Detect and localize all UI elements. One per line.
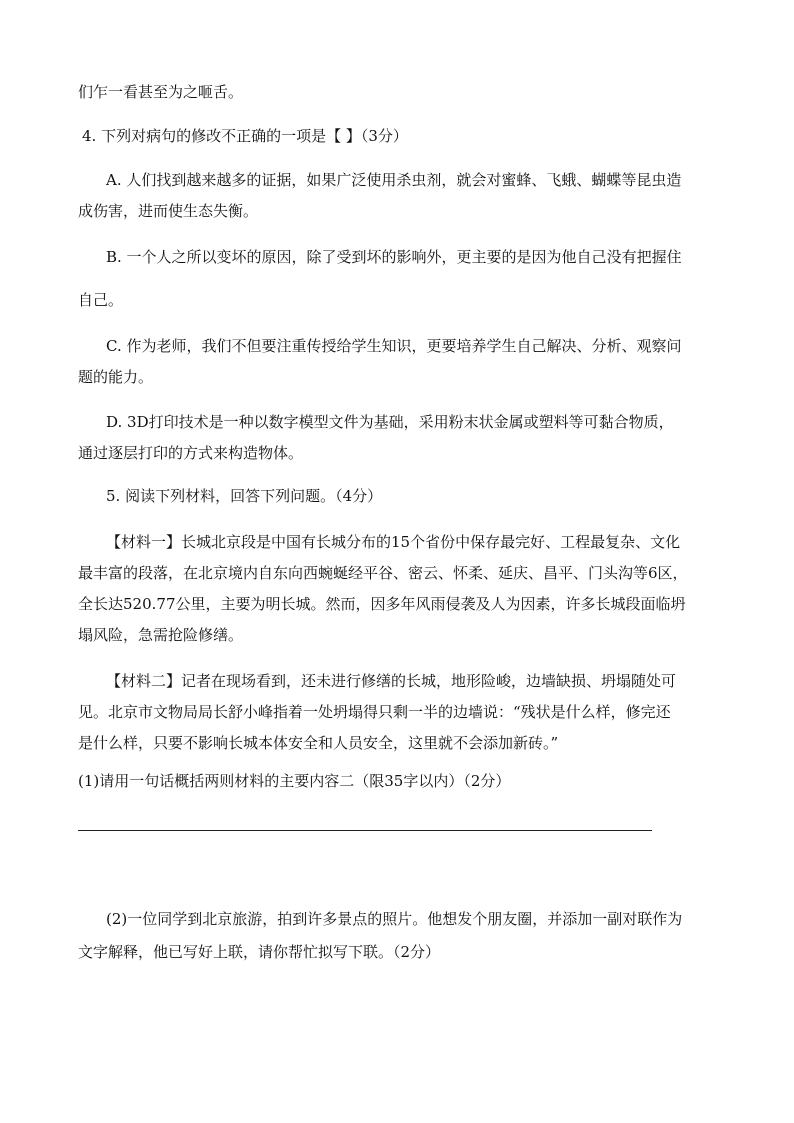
material-1-line-1: 【材料一】长城北京段是中国有长城分布的15个省份中保存最完好、工程最复杂、文化 <box>106 533 681 551</box>
material-1-line-3: 全长达520.77公里，主要为明长城。然而，因多年风雨侵袭及人为因素，许多长城段面临坍 <box>78 595 686 613</box>
question-5-stem: 5. 阅读下列材料，回答下列问题。（4分） <box>106 487 383 505</box>
text-line-carryover: 们乍一看甚至为之咂舌。 <box>78 83 244 101</box>
material-1-line-4: 塌风险，急需抢险修缮。 <box>78 626 244 644</box>
option-b-line-2: 自己。 <box>78 291 124 309</box>
question-4-stem: 4. 下列对病句的修改不正确的一项是【 】（3分） <box>82 127 408 145</box>
option-a-line-2: 成伤害，进而使生态失衡。 <box>78 202 259 220</box>
material-2-line-2: 见。北京市文物局局长舒小峰指着一处坍塌得只剩一半的边墙说：“残状是什么样，修完还 <box>78 703 671 721</box>
material-1-line-2: 最丰富的段落，在北京境内自东向西蜿蜒经平谷、密云、怀柔、延庆、昌平、门头沟等6区， <box>78 564 688 582</box>
option-b-line-1: B. 一个人之所以变坏的原因，除了受到坏的影响外，更主要的是因为他自己没有把握住 <box>106 248 682 266</box>
sub-question-1: (1)请用一句话概括两则材料的主要内容二（限35字以内）（2分） <box>78 772 511 790</box>
option-a-line-1: A. 人们找到越来越多的证据，如果广泛使用杀虫剂，就会对蜜蜂、飞蛾、蝴蝶等昆虫造 <box>106 171 682 189</box>
option-c-line-1: C. 作为老师，我们不但要注重传授给学生知识，更要培养学生自己解决、分析、观察问 <box>106 337 682 355</box>
answer-line[interactable] <box>78 830 652 831</box>
option-d-line-1: D. 3D打印技术是一种以数字模型文件为基础，采用粉末状金属或塑料等可黏合物质， <box>106 413 674 431</box>
option-c-line-2: 题的能力。 <box>78 368 154 386</box>
option-d-line-2: 通过逐层打印的方式来构造物体。 <box>78 444 304 462</box>
sub-question-2-line-1: (2)一位同学到北京旅游，拍到许多景点的照片。他想发个朋友圈，并添加一副对联作为 <box>106 910 683 928</box>
sub-question-2-line-2: 文字解释，他已写好上联，请你帮忙拟写下联。（2分） <box>78 943 441 961</box>
material-2-line-3: 是什么样，只要不影响长城本体安全和人员安全，这里就不会添加新砖。” <box>78 734 559 752</box>
material-2-line-1: 【材料二】记者在现场看到，还未进行修缮的长城，地形险峻，边墙缺损、坍塌随处可 <box>106 672 677 690</box>
